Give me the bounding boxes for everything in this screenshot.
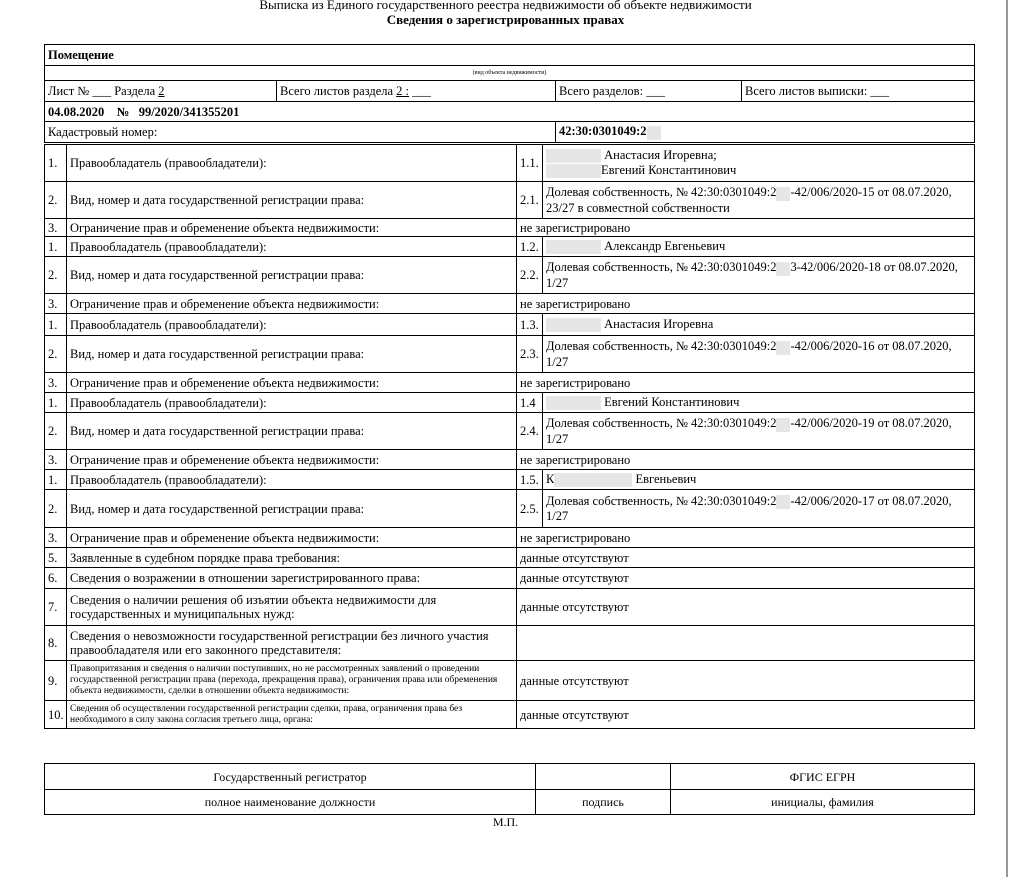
signature-empty (536, 764, 671, 790)
object-type: Помещение (45, 45, 975, 66)
row-value: К Евгеньевич (543, 470, 975, 490)
row-number: 3. (45, 373, 67, 393)
rights-row (45, 219, 975, 237)
row-value: Анастасия Игоревна (543, 314, 975, 336)
rights-row (45, 548, 975, 568)
row-label: Правообладатель (правообладатели): (67, 314, 517, 336)
document-title: Выписка из Единого государственного реестра недвижимости об объекте недвижимости (259, 0, 752, 12)
row-number: 3. (45, 219, 67, 237)
sign-label: подпись (536, 790, 671, 815)
row-label: Правообладатель (правообладатели): (67, 145, 517, 182)
row-label: Вид, номер и дата государственной регистрации права: (67, 413, 517, 450)
cadastral-label: Кадастровый номер: (45, 122, 556, 143)
row-label: Вид, номер и дата государственной регистрации права: (67, 336, 517, 373)
row-value: Анастасия Игоревна; Евгений Константинович (543, 145, 975, 182)
row-value: Александр Евгеньевич (543, 237, 975, 257)
row-label: Вид, номер и дата государственной регистрации права: (67, 182, 517, 219)
row-value: данные отсутствуют (517, 568, 975, 589)
object-info-table (44, 44, 975, 143)
row-number: 3. (45, 450, 67, 470)
row-subnumber: 2.5. (517, 490, 543, 528)
row-number: 2. (45, 257, 67, 294)
row-value: данные отсутствуют (517, 589, 975, 626)
rights-row (45, 626, 975, 661)
rights-row (45, 528, 975, 548)
row-label: Правообладатель (правообладатели): (67, 237, 517, 257)
registrar-label: Государственный регистратор (45, 764, 536, 790)
row-label: Ограничение прав и обременение объекта недвижимости: (67, 219, 517, 237)
row-value: Долевая собственность, № 42:30:0301049:2 -42/006/2020-16 от 08.07.2020, 1/27 (543, 336, 975, 373)
signature-table (44, 763, 975, 815)
row-value: не зарегистрировано (517, 294, 975, 314)
row-subnumber: 1.3. (517, 314, 543, 336)
row-number: 10. (45, 701, 67, 729)
rights-row (45, 393, 975, 413)
row-value: данные отсутствуют (517, 701, 975, 729)
row-value: Долевая собственность, № 42:30:0301049:2 -42/006/2020-19 от 08.07.2020, 1/27 (543, 413, 975, 450)
cadastral-value: 42:30:0301049:2 (556, 122, 975, 143)
row-number: 1. (45, 470, 67, 490)
row-label: Правопритязания и сведения о наличии поступивших, но не рассмотренных заявлений о проведении государственной регистрации права (перехода, прекращения права), ограничения права или обременения объекта недвижимости, сделки в отношении объекта недвижимости: (67, 661, 517, 701)
row-value: не зарегистрировано (517, 219, 975, 237)
rights-row (45, 257, 975, 294)
row-number: 2. (45, 413, 67, 450)
row-subnumber: 2.3. (517, 336, 543, 373)
row-label: Сведения о невозможности государственной регистрации без личного участия правообладателя или его законного представителя: (67, 626, 517, 661)
sheet-info: Лист № ___ Раздела 2 (45, 81, 277, 102)
row-value: не зарегистрировано (517, 528, 975, 548)
system-label: ФГИС ЕГРН (671, 764, 975, 790)
row-number: 1. (45, 237, 67, 257)
row-number: 3. (45, 294, 67, 314)
row-subnumber: 1.1. (517, 145, 543, 182)
rights-row (45, 336, 975, 373)
rights-row (45, 237, 975, 257)
row-label: Ограничение прав и обременение объекта недвижимости: (67, 373, 517, 393)
initials-label: инициалы, фамилия (671, 790, 975, 815)
rights-row (45, 314, 975, 336)
row-subnumber: 1.5. (517, 470, 543, 490)
row-value: данные отсутствуют (517, 661, 975, 701)
rights-row (45, 701, 975, 729)
row-label: Вид, номер и дата государственной регистрации права: (67, 490, 517, 528)
row-label: Ограничение прав и обременение объекта недвижимости: (67, 294, 517, 314)
row-label: Сведения о наличии решения об изъятии объекта недвижимости для государственных и муниципальных нужд: (67, 589, 517, 626)
row-number: 7. (45, 589, 67, 626)
row-label: Правообладатель (правообладатели): (67, 393, 517, 413)
position-label: полное наименование должности (45, 790, 536, 815)
rights-row (45, 182, 975, 219)
row-value: данные отсутствуют (517, 548, 975, 568)
stamp-label: М.П. (492, 815, 519, 829)
date-number: 04.08.2020 № 99/2020/341355201 (45, 102, 975, 122)
rights-row (45, 413, 975, 450)
row-value: Долевая собственность, № 42:30:0301049:2 -42/006/2020-17 от 08.07.2020, 1/27 (543, 490, 975, 528)
rights-row (45, 589, 975, 626)
object-type-hint: (вид объекта недвижимости) (45, 66, 975, 81)
total-sections: Всего разделов: ___ (556, 81, 742, 102)
row-value: Долевая собственность, № 42:30:0301049:2 -42/006/2020-15 от 08.07.2020, 23/27 в совместной собственности (543, 182, 975, 219)
row-label: Заявленные в судебном порядке права требования: (67, 548, 517, 568)
row-number: 3. (45, 528, 67, 548)
total-sheets: Всего листов раздела 2 : ___ (277, 81, 556, 102)
rights-row (45, 490, 975, 528)
row-number: 8. (45, 626, 67, 661)
row-number: 2. (45, 182, 67, 219)
total-extract-sheets: Всего листов выписки: ___ (742, 81, 975, 102)
row-value: Долевая собственность, № 42:30:0301049:2 3-42/006/2020-18 от 08.07.2020, 1/27 (543, 257, 975, 294)
rights-row (45, 145, 975, 182)
rights-row (45, 373, 975, 393)
row-number: 9. (45, 661, 67, 701)
rights-row (45, 450, 975, 470)
row-value: Евгений Константинович (543, 393, 975, 413)
row-subnumber: 2.4. (517, 413, 543, 450)
row-label: Ограничение прав и обременение объекта недвижимости: (67, 528, 517, 548)
row-value (517, 626, 975, 661)
row-number: 2. (45, 336, 67, 373)
row-number: 1. (45, 314, 67, 336)
rights-row (45, 568, 975, 589)
row-label: Сведения о возражении в отношении зарегистрированного права: (67, 568, 517, 589)
row-number: 6. (45, 568, 67, 589)
row-number: 1. (45, 145, 67, 182)
row-subnumber: 2.1. (517, 182, 543, 219)
row-label: Ограничение прав и обременение объекта недвижимости: (67, 450, 517, 470)
rights-row (45, 661, 975, 701)
rights-row (45, 470, 975, 490)
row-subnumber: 2.2. (517, 257, 543, 294)
row-number: 5. (45, 548, 67, 568)
row-subnumber: 1.4 (517, 393, 543, 413)
row-value: не зарегистрировано (517, 373, 975, 393)
row-label: Правообладатель (правообладатели): (67, 470, 517, 490)
rights-row (45, 294, 975, 314)
row-number: 2. (45, 490, 67, 528)
row-subnumber: 1.2. (517, 237, 543, 257)
row-label: Сведения об осуществлении государственной регистрации сделки, права, ограничения права без необходимого в силу закона согласия третьего лица, органа: (67, 701, 517, 729)
row-value: не зарегистрировано (517, 450, 975, 470)
document-subtitle: Сведения о зарегистрированных правах (386, 12, 625, 27)
row-label: Вид, номер и дата государственной регистрации права: (67, 257, 517, 294)
row-number: 1. (45, 393, 67, 413)
rights-table (44, 144, 975, 729)
